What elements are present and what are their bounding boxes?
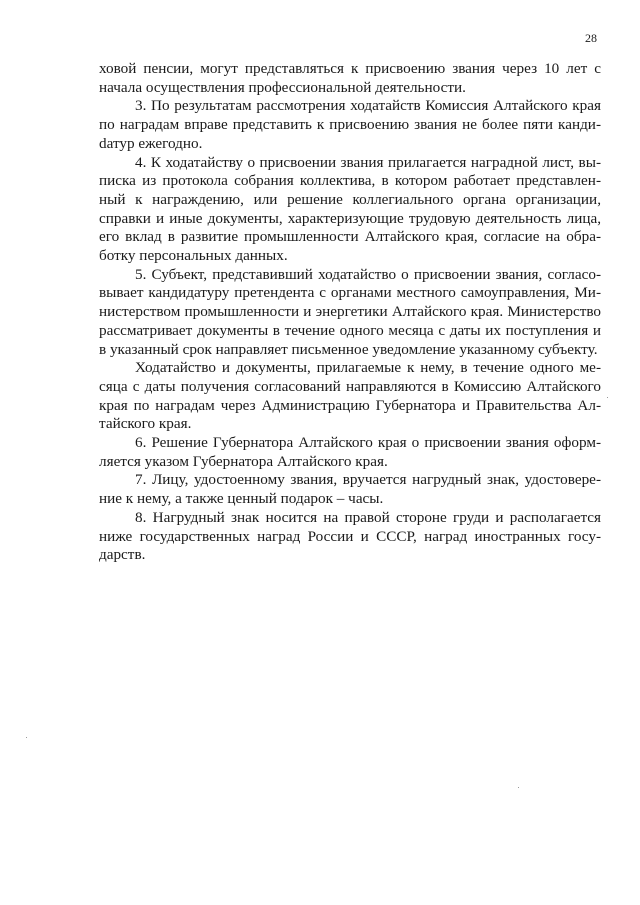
scan-speck — [518, 787, 519, 788]
paragraph-item-7: 7. Лицу, удостоенному звания, вручается нагрудный знак, удостоверение к нему, а также ценный подарок – часы. — [99, 471, 601, 508]
paragraph-item-8: 8. Нагрудный знак носится на правой стороне груди и располагается ниже государственных наград России и СССР, наград иностранных государств. — [99, 508, 601, 564]
scan-speck — [607, 397, 608, 398]
paragraph-item-5: 5. Субъект, представивший ходатайство о присвоении звания, согласовывает кандидатуру претендента с органами местного самоуправления, Министерством промышленности и энергетики Алтайского края. Министерство рассматривает документы в течение одного месяца с даты их поступления и в указанный срок направляет письменное уведомление указанному субъекту. — [99, 265, 601, 358]
paragraph-item-4: 4. К ходатайству о присвоении звания прилагается наградной лист, выписка из протокола собрания коллектива, в котором работает представленный к награждению, или решение коллегиального органа организации, справки и иные документы, характеризующие трудовую деятельность лица, его вклад в развитие промышленности Алтайского края, согласие на обработку персональных данных. — [99, 153, 601, 265]
paragraph-item-5-continued: Ходатайство и документы, прилагаемые к нему, в течение одного месяца с даты получения согласований направляются в Комиссию Алтайского края по наградам через Администрацию Губернатора и Правительства Алтайского края. — [99, 359, 601, 433]
document-body — [99, 60, 601, 565]
scan-speck — [26, 737, 27, 738]
paragraph-continuation: ховой пенсии, могут представляться к присвоению звания через 10 лет с начала осуществления профессиональной деятельности. — [99, 60, 601, 96]
paragraph-item-6: 6. Решение Губернатора Алтайского края о присвоении звания оформляется указом Губернатора Алтайского края. — [99, 434, 601, 470]
paragraph-item-3: 3. По результатам рассмотрения ходатайств Комиссия Алтайского края по наградам вправе представить к присвоению звания не более пяти кандиdатур ежегодно. — [99, 97, 601, 152]
page-number: 28 — [585, 31, 597, 45]
